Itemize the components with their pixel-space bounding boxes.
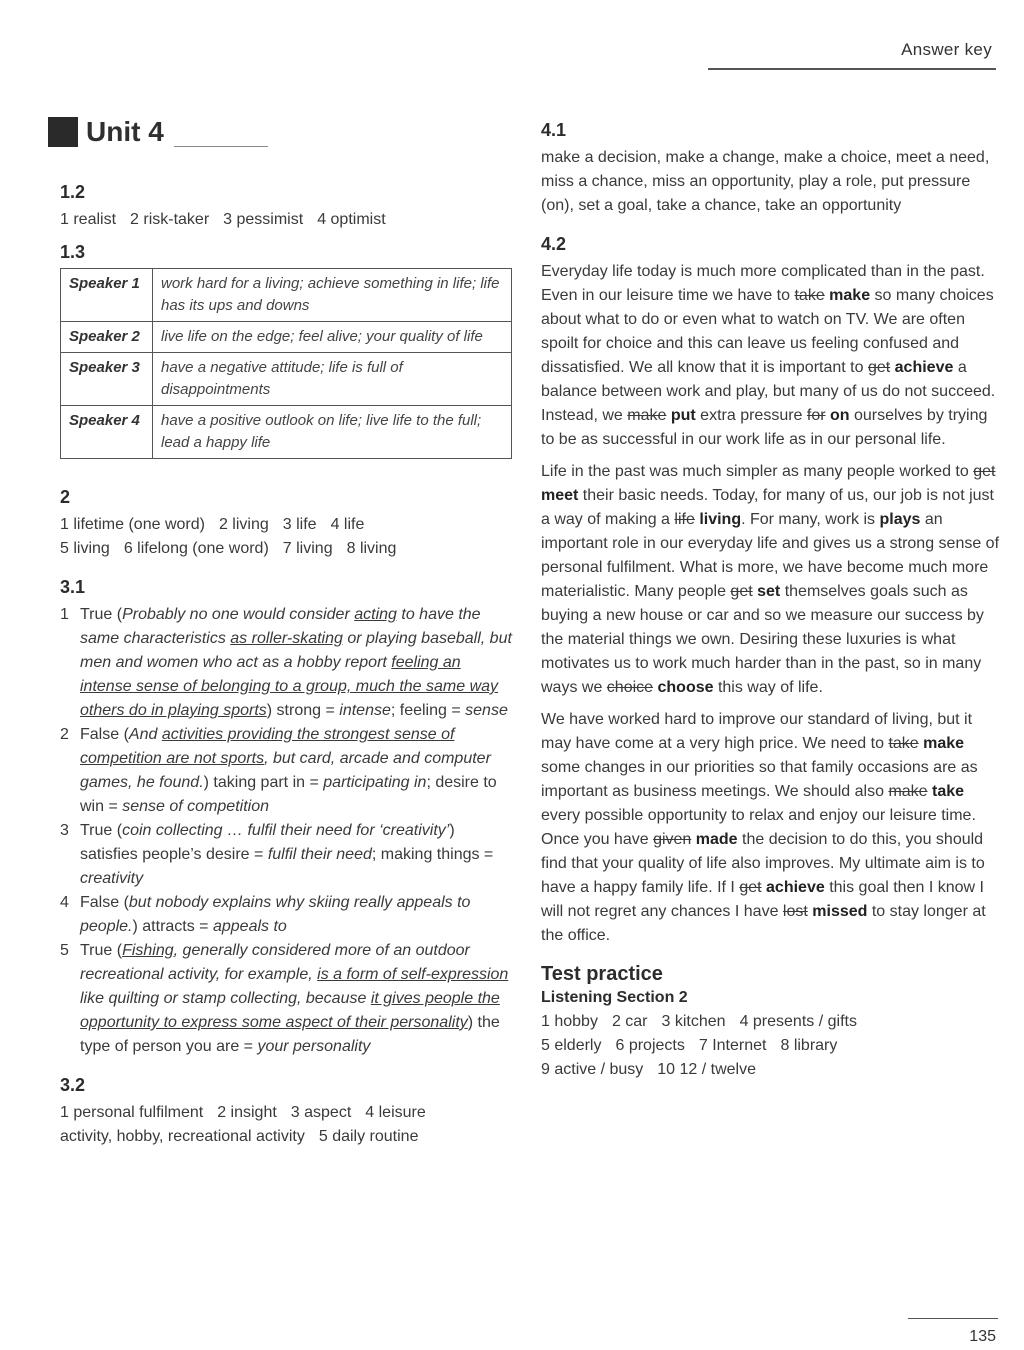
speaker-table <box>60 268 512 459</box>
item-text: True (Probably no one would consider acting to have the same characteristics as roller-skating or playing baseball, but men and women who act as a hobby report feeling an intense sense of belonging to a group, much the same way others do in playing sports) strong = intense; feeling = sense <box>80 606 512 719</box>
right-column <box>541 118 1001 1082</box>
answer-item: 10 12 / twelve <box>657 1061 757 1078</box>
answer-item: 4 leisure <box>365 1104 426 1121</box>
item-number: 2 <box>60 726 69 743</box>
list-item <box>60 603 512 723</box>
speaker-answer: have a positive outlook on life; live life to the full; lead a happy life <box>153 406 512 459</box>
table-row <box>61 353 512 406</box>
answer-item: 8 living <box>346 540 397 557</box>
answer-item: 4 optimist <box>317 211 386 228</box>
section-3-2 <box>60 1073 512 1149</box>
answer-item: 1 realist <box>60 211 117 228</box>
answer-item: 6 projects <box>615 1037 685 1054</box>
answer-item: 3 pessimist <box>223 211 304 228</box>
speaker-answer: have a negative attitude; life is full of disappointments <box>153 353 512 406</box>
speaker-answer: live life on the edge; feel alive; your quality of life <box>153 322 512 353</box>
list-item <box>60 723 512 819</box>
left-column <box>60 180 512 1149</box>
header-label: Answer key <box>901 40 992 59</box>
answer-line <box>541 1010 1001 1034</box>
paragraph: Everyday life today is much more complicated than in the past. Even in our leisure time we have to take make so many choices about what to do or even what to watch on TV. We are often spoilt for choice and this can leave us feeling confused and dissatisfied. We all know that it is important to get achieve a balance between work and play, but many of us do not succeed. Instead, we make put extra pressure for on ourselves by trying to be as successful in our work life as in our personal life. <box>541 263 996 448</box>
list-item <box>60 939 512 1059</box>
item-text: False (And activities providing the strongest sense of competition are not sports, but card, arcade and computer games, he found.) taking part in = participating in; desire to win = sense of competition <box>80 726 497 815</box>
answer-line <box>60 208 512 232</box>
answer-item: 9 active / busy <box>541 1061 644 1078</box>
speaker-label: Speaker 1 <box>61 269 153 322</box>
item-text: False (but nobody explains why skiing really appeals to people.) attracts = appeals to <box>80 894 471 935</box>
section-heading: 3.1 <box>60 577 86 597</box>
answer-item: activity, hobby, recreational activity <box>60 1128 305 1145</box>
answer-item: 4 life <box>330 516 365 533</box>
section-heading: 1.3 <box>60 242 86 262</box>
answer-item: 5 elderly <box>541 1037 602 1054</box>
section-heading: 1.2 <box>60 182 86 202</box>
section-2 <box>60 485 512 561</box>
answer-item: 7 living <box>282 540 333 557</box>
answer-item: 8 library <box>780 1037 838 1054</box>
table-row <box>61 406 512 459</box>
answer-item: 5 living <box>60 540 110 557</box>
section-heading: 4.2 <box>541 234 567 254</box>
speaker-label: Speaker 3 <box>61 353 153 406</box>
answer-list <box>60 603 512 1059</box>
answer-item: 3 aspect <box>290 1104 352 1121</box>
answer-item: 5 daily routine <box>318 1128 419 1145</box>
section-4-2 <box>541 232 1001 948</box>
item-number: 3 <box>60 822 69 839</box>
answer-item: 1 personal fulfilment <box>60 1104 204 1121</box>
answer-item: 3 life <box>282 516 317 533</box>
test-practice <box>541 962 1001 1082</box>
answer-line <box>60 1101 512 1125</box>
answer-item: 4 presents / gifts <box>739 1013 857 1030</box>
answer-item: 3 kitchen <box>661 1013 726 1030</box>
list-item <box>60 891 512 939</box>
answer-item: 2 car <box>611 1013 648 1030</box>
answer-item: 6 lifelong (one word) <box>123 540 269 557</box>
section-3-1 <box>60 575 512 1059</box>
unit-title <box>48 116 164 148</box>
answer-line <box>541 1034 1001 1058</box>
speaker-label: Speaker 2 <box>61 322 153 353</box>
speaker-answer: work hard for a living; achieve something in life; life has its ups and downs <box>153 269 512 322</box>
unit-title-rule <box>174 146 268 147</box>
section-heading: 3.2 <box>60 1075 86 1095</box>
paragraph: We have worked hard to improve our standard of living, but it may have come at a very high price. We need to take make some changes in our priorities so that family occasions are as important as business meetings. We should also make take every possible opportunity to relax and enjoy our leisure time. Once you have given made the decision to do this, you should find that your quality of life also improves. My ultimate aim is to have a happy family life. If I get achieve this goal then I know I will not regret any chances I have lost missed to stay longer at the office. <box>541 711 986 944</box>
section-heading: 4.1 <box>541 120 567 140</box>
paragraph: Life in the past was much simpler as many people worked to get meet their basic needs. Today, for many of us, our job is not just a way of making a life living. For many, work is plays an important role in our everyday life and gives us a strong sense of personal fulfilment. What is more, we have become much more materialistic. Many people get set themselves goals such as buying a new house or car and so we measure our success by the material things we own. Desiring these luxuries is what motivates us to work much harder than in the past, so in many ways we choice choose this way of life. <box>541 463 1000 696</box>
unit-title-text: Unit 4 <box>86 116 164 147</box>
page-number: 135 <box>969 1328 996 1345</box>
collocation-list: make a decision, make a change, make a choice, meet a need, miss a chance, miss an opportunity, play a role, put pressure (on), set a goal, take a chance, take an opportunity <box>541 149 990 214</box>
answer-line <box>60 1125 512 1149</box>
answer-item: 1 lifetime (one word) <box>60 516 205 533</box>
answer-line <box>60 513 512 537</box>
item-number: 5 <box>60 942 69 959</box>
answer-item: 2 insight <box>217 1104 277 1121</box>
unit-marker-block <box>48 117 78 147</box>
section-1-2 <box>60 180 512 232</box>
answer-item: 1 hobby <box>541 1013 598 1030</box>
listening-section-title: Listening Section 2 <box>541 989 688 1006</box>
answer-item: 7 Internet <box>698 1037 767 1054</box>
answer-item: 2 living <box>218 516 269 533</box>
header-rule <box>708 68 996 70</box>
table-row <box>61 269 512 322</box>
footer-rule <box>908 1318 998 1319</box>
test-practice-title: Test practice <box>541 963 663 985</box>
item-text: True (coin collecting … fulfil their need for ‘creativity’) satisfies people’s desire = fulfil their need; making things = creativity <box>80 822 494 887</box>
answer-item: 2 risk-taker <box>130 211 210 228</box>
section-heading: 2 <box>60 487 71 507</box>
answer-line <box>541 1058 1001 1082</box>
item-number: 4 <box>60 894 69 911</box>
section-1-3 <box>60 240 512 459</box>
speaker-label: Speaker 4 <box>61 406 153 459</box>
item-number: 1 <box>60 606 69 623</box>
section-4-1 <box>541 118 1001 218</box>
table-row <box>61 322 512 353</box>
list-item <box>60 819 512 891</box>
answer-line <box>60 537 512 561</box>
item-text: True (Fishing, generally considered more of an outdoor recreational activity, for example, is a form of self-expression like quilting or stamp collecting, because it gives people the opportunity to express some aspect of their personality) the type of person you are = your personality <box>80 942 509 1055</box>
